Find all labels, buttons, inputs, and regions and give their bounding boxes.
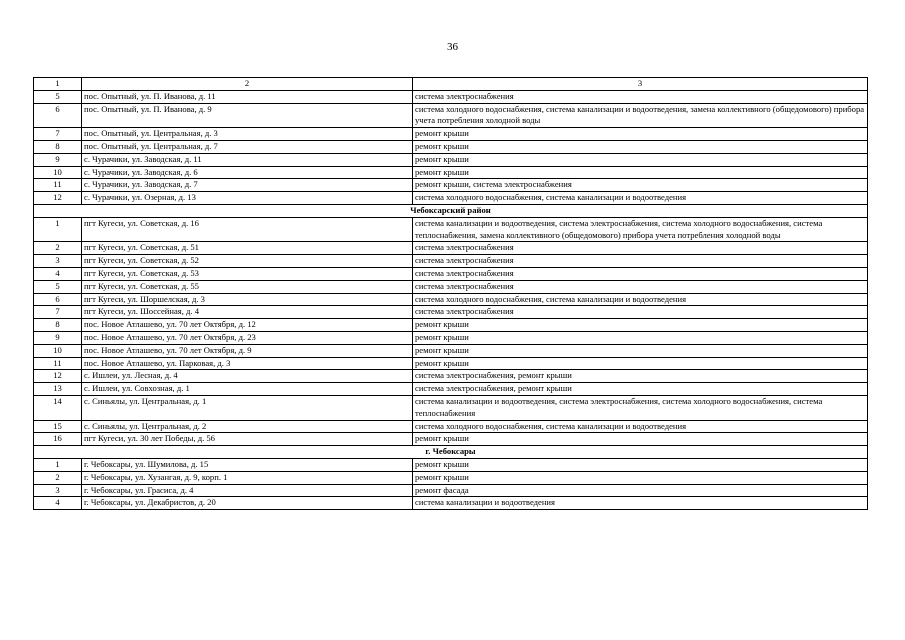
address-cell: пгт Кугеси, ул. Советская, д. 55 [82, 280, 413, 293]
address-cell: с. Чурачики, ул. Заводская, д. 11 [82, 153, 413, 166]
page-number: 36 [447, 41, 458, 53]
works-cell: система канализации и водоотведения [413, 497, 868, 510]
address-cell: пос. Опытный, ул. Центральная, д. 3 [82, 128, 413, 141]
table-row [34, 383, 868, 396]
row-number: 7 [34, 128, 82, 141]
row-number: 2 [34, 471, 82, 484]
row-number: 4 [34, 497, 82, 510]
row-number: 4 [34, 267, 82, 280]
table-row [34, 370, 868, 383]
table-row [34, 267, 868, 280]
address-cell: г. Чебоксары, ул. Шумилова, д. 15 [82, 458, 413, 471]
works-cell: система электроснабжения [413, 306, 868, 319]
table-row [34, 319, 868, 332]
works-cell: ремонт крыши [413, 344, 868, 357]
row-number: 10 [34, 344, 82, 357]
works-cell: ремонт крыши [413, 140, 868, 153]
table-body [34, 78, 868, 510]
row-number: 14 [34, 395, 82, 420]
row-number: 10 [34, 166, 82, 179]
works-cell: система электроснабжения [413, 242, 868, 255]
row-number: 11 [34, 179, 82, 192]
section-header-row [34, 446, 868, 459]
row-number: 12 [34, 192, 82, 205]
row-number: 12 [34, 370, 82, 383]
table-row [34, 242, 868, 255]
address-cell: с. Чурачики, ул. Заводская, д. 7 [82, 179, 413, 192]
table-row [34, 471, 868, 484]
table-row [34, 484, 868, 497]
table-row [34, 433, 868, 446]
address-cell: пос. Новое Атлашево, ул. 70 лет Октября, д. 23 [82, 331, 413, 344]
table-row [34, 192, 868, 205]
address-cell: пгт Кугеси, ул. 30 лет Победы, д. 56 [82, 433, 413, 446]
row-number: 5 [34, 90, 82, 103]
address-cell: пгт Кугеси, ул. Советская, д. 53 [82, 267, 413, 280]
table-row [34, 420, 868, 433]
row-number: 6 [34, 103, 82, 128]
row-number: 9 [34, 331, 82, 344]
table-row [34, 179, 868, 192]
housing-repair-table [33, 77, 868, 510]
row-number: 9 [34, 153, 82, 166]
works-cell: ремонт крыши [413, 319, 868, 332]
works-cell: система канализации и водоотведения, система электроснабжения, система холодного водоснабжения, система теплоснабжения [413, 395, 868, 420]
address-cell: пос. Опытный, ул. Центральная, д. 7 [82, 140, 413, 153]
table-row [34, 217, 868, 242]
table-row [34, 90, 868, 103]
address-cell: пос. Опытный, ул. П. Иванова, д. 9 [82, 103, 413, 128]
works-cell: система холодного водоснабжения, система канализации и водоотведения [413, 192, 868, 205]
address-cell: пос. Новое Атлашево, ул. 70 лет Октября, д. 9 [82, 344, 413, 357]
works-cell: система холодного водоснабжения, система канализации и водоотведения, замена коллективного (общедомового) прибора учета потребления холодной воды [413, 103, 868, 128]
table-row [34, 103, 868, 128]
row-number: 3 [34, 484, 82, 497]
table-row [34, 280, 868, 293]
column-number-row [34, 78, 868, 91]
section-header-row [34, 204, 868, 217]
row-number: 7 [34, 306, 82, 319]
address-cell: пгт Кугеси, ул. Советская, д. 51 [82, 242, 413, 255]
section-title: Чебоксарский район [34, 204, 868, 217]
row-number: 15 [34, 420, 82, 433]
row-number: 5 [34, 280, 82, 293]
address-cell: с. Синьялы, ул. Центральная, д. 1 [82, 395, 413, 420]
address-cell: пос. Новое Атлашево, ул. 70 лет Октября, д. 12 [82, 319, 413, 332]
row-number: 8 [34, 319, 82, 332]
column-number-1: 1 [34, 78, 82, 91]
table-row [34, 331, 868, 344]
address-cell: с. Чурачики, ул. Заводская, д. 6 [82, 166, 413, 179]
works-cell: система электроснабжения [413, 280, 868, 293]
works-cell: система холодного водоснабжения, система канализации и водоотведения [413, 293, 868, 306]
address-cell: пос. Опытный, ул. П. Иванова, д. 11 [82, 90, 413, 103]
works-cell: система электроснабжения, ремонт крыши [413, 383, 868, 396]
works-cell: система холодного водоснабжения, система канализации и водоотведения [413, 420, 868, 433]
table-row [34, 140, 868, 153]
row-number: 6 [34, 293, 82, 306]
column-number-3: 3 [413, 78, 868, 91]
address-cell: с. Чурачики, ул. Озерная, д. 13 [82, 192, 413, 205]
row-number: 8 [34, 140, 82, 153]
table-row [34, 255, 868, 268]
table-row [34, 395, 868, 420]
table-row [34, 344, 868, 357]
address-cell: г. Чебоксары, ул. Декабристов, д. 20 [82, 497, 413, 510]
address-cell: пгт Кугеси, ул. Советская, д. 16 [82, 217, 413, 242]
address-cell: с. Ишлеи, ул. Совхозная, д. 1 [82, 383, 413, 396]
address-cell: пгт Кугеси, ул. Советская, д. 52 [82, 255, 413, 268]
works-cell: система электроснабжения, ремонт крыши [413, 370, 868, 383]
works-cell: система электроснабжения [413, 267, 868, 280]
table-row [34, 166, 868, 179]
table-row [34, 306, 868, 319]
address-cell: г. Чебоксары, ул. Хузангая, д. 9, корп. 1 [82, 471, 413, 484]
works-cell: система канализации и водоотведения, система электроснабжения, система холодного водоснабжения, система теплоснабжения, замена коллективного (общедомового) прибора учета потребления холодной воды [413, 217, 868, 242]
address-cell: пос. Новое Атлашево, ул. Парковая, д. 3 [82, 357, 413, 370]
works-cell: ремонт крыши [413, 153, 868, 166]
row-number: 1 [34, 217, 82, 242]
works-cell: ремонт крыши [413, 458, 868, 471]
works-cell: ремонт крыши [413, 433, 868, 446]
section-title: г. Чебоксары [34, 446, 868, 459]
table-row [34, 153, 868, 166]
row-number: 1 [34, 458, 82, 471]
address-cell: пгт Кугеси, ул. Шоршелская, д. 3 [82, 293, 413, 306]
address-cell: с. Ишлеи, ул. Лесная, д. 4 [82, 370, 413, 383]
works-cell: ремонт крыши [413, 331, 868, 344]
row-number: 11 [34, 357, 82, 370]
table-row [34, 128, 868, 141]
works-cell: ремонт фасада [413, 484, 868, 497]
column-number-2: 2 [82, 78, 413, 91]
row-number: 2 [34, 242, 82, 255]
table-row [34, 497, 868, 510]
works-cell: система электроснабжения [413, 90, 868, 103]
works-cell: система электроснабжения [413, 255, 868, 268]
address-cell: пгт Кугеси, ул. Шоссейная, д. 4 [82, 306, 413, 319]
works-cell: ремонт крыши, система электроснабжения [413, 179, 868, 192]
works-cell: ремонт крыши [413, 357, 868, 370]
table-row [34, 458, 868, 471]
works-cell: ремонт крыши [413, 128, 868, 141]
works-cell: ремонт крыши [413, 471, 868, 484]
works-cell: ремонт крыши [413, 166, 868, 179]
table-row [34, 357, 868, 370]
table-row [34, 293, 868, 306]
row-number: 13 [34, 383, 82, 396]
row-number: 16 [34, 433, 82, 446]
address-cell: г. Чебоксары, ул. Грасиса, д. 4 [82, 484, 413, 497]
address-cell: с. Синьялы, ул. Центральная, д. 2 [82, 420, 413, 433]
row-number: 3 [34, 255, 82, 268]
